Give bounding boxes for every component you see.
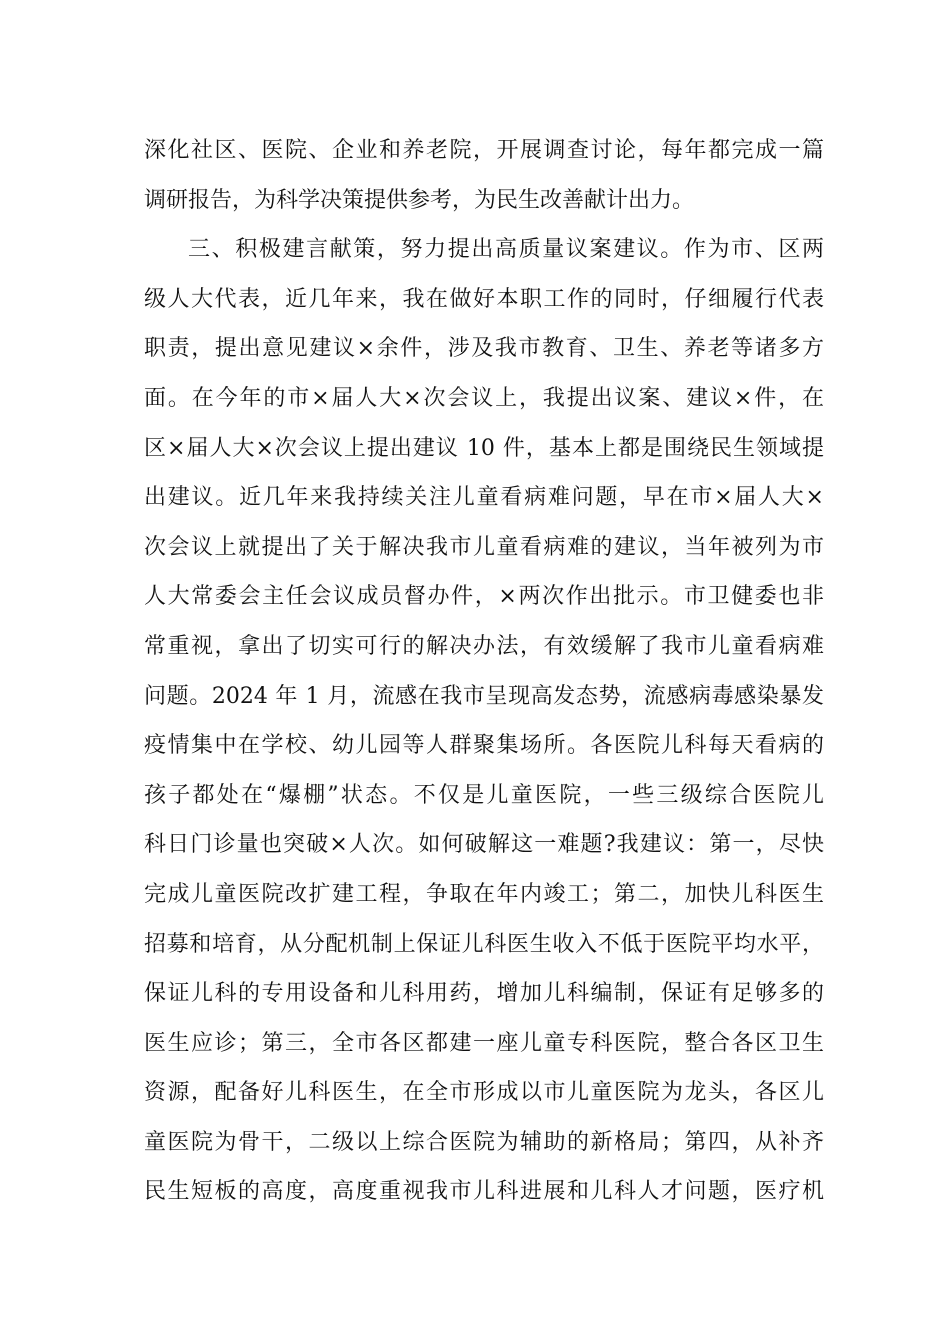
text-line: 区×届人大×次会议上提出建议 10 件，基本上都是围绕民生领域提 bbox=[144, 435, 824, 461]
text-line: 问题。2024 年 1 月，流感在我市呈现高发态势，流感病毒感染暴发 bbox=[144, 683, 824, 709]
text-line: 完成儿童医院改扩建工程，争取在年内竣工；第二，加快儿科医生 bbox=[144, 881, 824, 907]
text-line: 保证儿科的专用设备和儿科用药，增加儿科编制，保证有足够多的 bbox=[144, 981, 824, 1007]
text-line: 面。在今年的市×届人大×次会议上，我提出议案、建议×件，在 bbox=[144, 385, 824, 411]
text-line: 科日门诊量也突破×人次。如何破解这一难题?我建议：第一，尽快 bbox=[144, 832, 824, 858]
text-line: 医生应诊；第三，全市各区都建一座儿童专科医院，整合各区卫生 bbox=[144, 1030, 824, 1056]
text-line: 级人大代表，近几年来，我在做好本职工作的同时，仔细履行代表 bbox=[144, 286, 824, 312]
text-line: 招募和培育，从分配机制上保证儿科医生收入不低于医院平均水平， bbox=[144, 931, 824, 957]
text-line: 童医院为骨干，二级以上综合医院为辅助的新格局；第四，从补齐 bbox=[144, 1129, 824, 1155]
text-line: 次会议上就提出了关于解决我市儿童看病难的建议，当年被列为市 bbox=[144, 534, 824, 560]
text-line: 资源，配备好儿科医生，在全市形成以市儿童医院为龙头，各区儿 bbox=[144, 1080, 824, 1106]
paragraph-start-line: 三、积极建言献策，努力提出高质量议案建议。作为市、区两 bbox=[188, 237, 824, 263]
body-text bbox=[144, 126, 824, 1217]
text-line: 疫情集中在学校、幼儿园等人群聚集场所。各医院儿科每天看病的 bbox=[144, 733, 824, 759]
text-line: 常重视，拿出了切实可行的解决办法，有效缓解了我市儿童看病难 bbox=[144, 633, 824, 659]
text-line: 出建议。近几年来我持续关注儿童看病难问题，早在市×届人大× bbox=[144, 485, 824, 511]
text-line: 职责，提出意见建议×余件，涉及我市教育、卫生、养老等诸多方 bbox=[144, 336, 824, 362]
text-line: 调研报告，为科学决策提供参考，为民生改善献计出力。 bbox=[144, 187, 695, 213]
text-line: 深化社区、医院、企业和养老院，开展调查讨论，每年都完成一篇 bbox=[144, 138, 824, 163]
text-line: 人大常委会主任会议成员督办件，×两次作出批示。市卫健委也非 bbox=[144, 584, 824, 610]
text-line: 孩子都处在“爆棚”状态。不仅是儿童医院，一些三级综合医院儿 bbox=[144, 782, 824, 808]
text-line: 民生短板的高度，高度重视我市儿科进展和儿科人才问题，医疗机 bbox=[144, 1179, 824, 1205]
